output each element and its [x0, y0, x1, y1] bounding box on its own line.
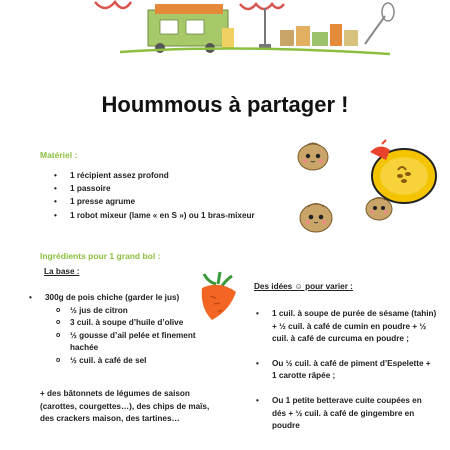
list-item: • 1 passoire [70, 182, 300, 195]
banner-logo-icon [60, 0, 400, 60]
materiel-list [70, 169, 300, 222]
list-item: • 1 récipient assez profond [70, 169, 300, 182]
chickpea-icon [296, 140, 330, 172]
list-item: o 3 cuil. à soupe d’huile d’olive [70, 317, 220, 329]
list-item: o ½ gousse d’ail pelée et finement hachée [70, 330, 220, 355]
ingredients-heading: Ingrédients pour 1 grand bol : [40, 251, 161, 261]
extra-note: + des bâtonnets de légumes de saison (carottes, courgettes…), des chips de maïs, des crackers maison, des tartines… [40, 389, 210, 424]
list-item: o ½ cuil. à café de sel [70, 355, 220, 367]
carrot-icon [196, 270, 240, 322]
list-item: • Ou ½ cuil. à café de piment d’Espelette + 1 carotte râpée ; [272, 358, 437, 383]
list-item: o ½ jus de citron [70, 305, 220, 317]
bowl-icon [362, 138, 440, 206]
page-title: Hoummous à partager ! [101, 92, 349, 117]
list-item: • 300g de pois chiche (garder le jus) [45, 291, 225, 304]
chickpea-icon [298, 200, 334, 234]
ideas-list [272, 308, 437, 445]
list-item: • 1 robot mixeur (lame « en S ») ou 1 bras-mixeur [70, 209, 300, 222]
base-heading: La base : [44, 267, 80, 276]
list-item: • Ou 1 petite betterave cuite coupées en dés + ½ cuil. à café de gingembre en poudre [272, 395, 437, 433]
ideas-heading: Des idées ☺ pour varier : [254, 282, 353, 291]
list-item: • 1 cuil. à soupe de purée de sésame (tahin) + ½ cuil. à café de cumin en poudre + ½ cuil. à café de curcuma en poudre ; [272, 308, 437, 346]
materiel-heading: Matériel : [40, 150, 78, 160]
list-item: • 1 presse agrume [70, 195, 300, 208]
